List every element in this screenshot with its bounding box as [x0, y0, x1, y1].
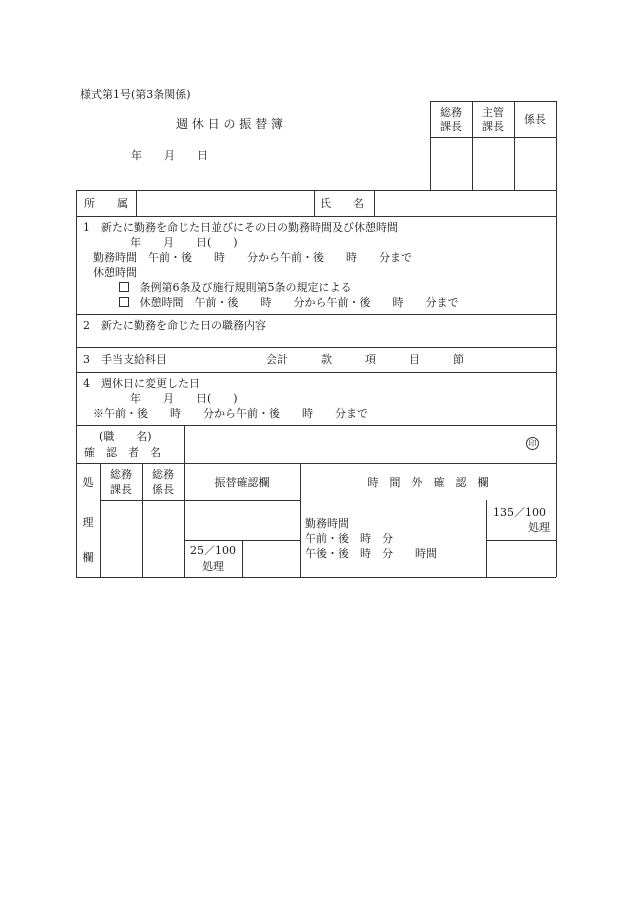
- section1-heading: 1 新たに勤務を命じた日並びにその日の勤務時間及び休憩時間: [83, 221, 398, 234]
- rate-25-label: 処理: [202, 560, 224, 573]
- option2-label: 休憩時間 午前・後 時 分から午前・後 時 分まで: [139, 296, 459, 309]
- section3-accounts: 会計 款 項 目 節: [266, 353, 464, 366]
- processing-label-2: 理: [82, 516, 94, 529]
- overtime-am-line: 午前・後 時 分: [305, 532, 393, 545]
- approval-chief-stamp-cell[interactable]: [515, 138, 556, 190]
- overtime-pm-line: 午後・後 時 分 時間: [305, 547, 437, 560]
- rate-135-stamp-cell[interactable]: [487, 541, 556, 577]
- section1-date: 年 月 日( ): [130, 236, 238, 249]
- processing-label-1: 処: [82, 476, 94, 489]
- proc-gc-label-1: 総務: [152, 468, 174, 481]
- processing-label-3: 欄: [82, 551, 94, 564]
- section4-heading: 4 週休日に変更した日: [83, 377, 200, 390]
- section3-heading: 3 手当支給科目: [83, 353, 167, 366]
- approval-gm-label-1: 総務: [440, 106, 462, 119]
- checkbox-icon[interactable]: [119, 297, 129, 307]
- section4-time: ※午前・後 時 分から午前・後 時 分まで: [93, 407, 368, 420]
- rate-25-stamp-cell[interactable]: [243, 541, 300, 577]
- approval-gm-stamp-cell[interactable]: [431, 138, 472, 190]
- rate-25: 25／100: [190, 544, 236, 557]
- proc-gc-stamp-cell[interactable]: [143, 501, 184, 577]
- rate-135-label: 処理: [528, 521, 550, 534]
- option1-row[interactable]: [119, 281, 352, 294]
- transfer-confirm-cell[interactable]: [185, 501, 300, 540]
- form-number: 様式第1号(第3条関係): [80, 88, 191, 101]
- confirmer-field[interactable]: [185, 426, 556, 463]
- section4-date: 年 月 日( ): [130, 392, 238, 405]
- overtime-work-hours-label: 勤務時間: [305, 517, 349, 530]
- date-line: 年 月 日: [131, 149, 208, 162]
- approval-gm-label-2: 課長: [440, 120, 462, 133]
- proc-gm-stamp-cell[interactable]: [101, 501, 142, 577]
- proc-gc-label-2: 係長: [152, 483, 174, 496]
- option1-label: 条例第6条及び施行規則第5条の規定による: [139, 281, 352, 294]
- section2-heading: 2 新たに勤務を命じた日の職務内容: [83, 319, 266, 332]
- approval-mgr-stamp-cell[interactable]: [473, 138, 514, 190]
- name-field[interactable]: [375, 191, 556, 216]
- confirmer-title-label: (職 名): [99, 430, 152, 443]
- section1-break-label: 休憩時間: [93, 266, 137, 279]
- approval-chief-label: 係長: [524, 113, 546, 126]
- affiliation-field[interactable]: [137, 191, 314, 216]
- affiliation-label: 所 属: [84, 197, 128, 210]
- seal-icon: 印: [526, 437, 539, 450]
- confirmer-name-label: 確 認 者 名: [84, 446, 161, 459]
- transfer-confirm-header: 振替確認欄: [214, 476, 270, 489]
- option2-row[interactable]: [119, 296, 459, 309]
- proc-gm-label-2: 課長: [110, 483, 132, 496]
- proc-gm-label-1: 総務: [110, 468, 132, 481]
- rate-135: 135／100: [493, 506, 546, 519]
- approval-mgr-label-1: 主管: [482, 106, 504, 119]
- overtime-confirm-header: 時 間 外 確 認 欄: [367, 476, 489, 489]
- checkbox-icon[interactable]: [119, 282, 129, 292]
- approval-mgr-label-2: 課長: [482, 120, 504, 133]
- name-label: 氏 名: [320, 197, 364, 210]
- section1-work-hours: 勤務時間 午前・後 時 分から午前・後 時 分まで: [93, 251, 412, 264]
- form-title: 週 休 日 の 振 替 簿: [176, 117, 283, 131]
